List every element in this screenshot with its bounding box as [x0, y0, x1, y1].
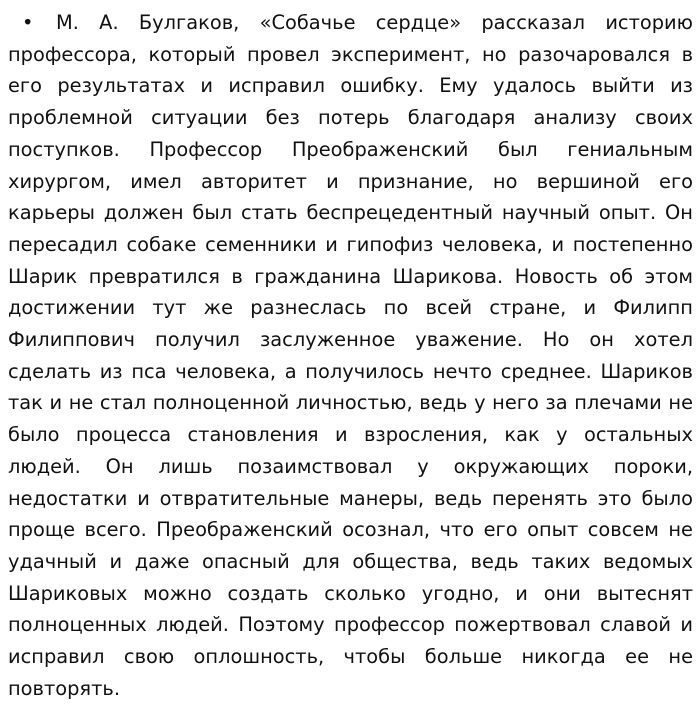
paragraph-text: М. А. Булгаков, «Собачье сердце» рассказал историю профессора, который провел эксперимент, но разочаровался в его результатах и исправил ошибку. Ему удалось выйти из проблемной ситуации без потерь благодаря анализу своих поступков. Профессор Преображенский был гениальным хирургом, имел авторитет и признание, но вершиной его карьеры должен был стать беспрецедентный научный опыт. Он пересадил собаке семенники и гипофиз человека, и постепенно Шарик превратился в гражданина Шарикова. Новость об этом достижении тут же разнеслась по всей стране, и Филипп Филиппович получил заслуженное уважение. Но он хотел сделать из пса человека, а получилось нечто среднее. Шариков так и не стал полноценной личностью, ведь у него за плечами не было процесса становления и взросления, как у остальных людей. Он лишь позаимствовал у окружающих пороки, недостатки и отвратительные манеры, ведь перенять это было проще всего. Преображенский осознал, что его опыт совсем не удачный и даже опасный для общества, ведь таких ведомых Шариковых можно создать сколько угодно, и они вытеснят полноценных людей. Поэтому профессор пожертвовал славой и исправил свою оплошность, чтобы больше никогда ее не повторять. — [8, 11, 693, 700]
document-page — [8, 7, 693, 704]
bullet-icon: • — [22, 11, 34, 34]
bullet-list-item — [8, 7, 693, 704]
